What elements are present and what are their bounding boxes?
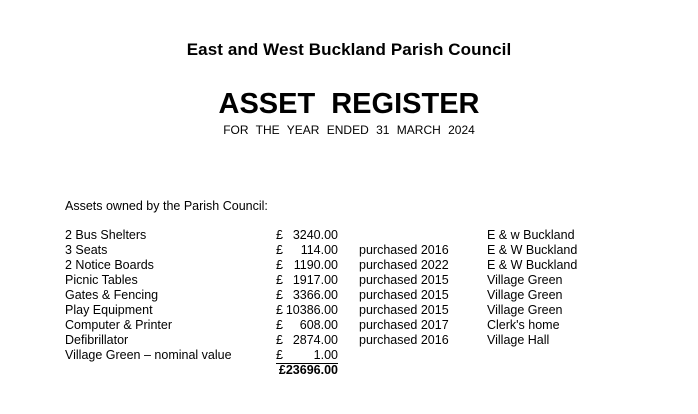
asset-note: purchased 2016 [359,243,449,257]
asset-row [65,258,605,273]
currency-symbol: £ [276,273,283,287]
asset-value: 10386.00 [285,303,338,317]
asset-row [65,333,605,348]
asset-note: purchased 2015 [359,273,449,287]
currency-symbol: £ [276,318,283,332]
asset-location: Village Hall [487,333,550,347]
currency-symbol: £ [276,243,283,257]
asset-name: 2 Notice Boards [65,258,154,272]
asset-note: purchased 2015 [359,288,449,302]
total-value: £23696.00 [278,363,338,377]
council-name: East and West Buckland Parish Council [186,40,512,59]
currency-symbol: £ [276,288,283,302]
asset-location: Clerk's home [487,318,560,332]
asset-name: Picnic Tables [65,273,138,287]
currency-symbol: £ [276,228,283,242]
asset-note: purchased 2022 [359,258,449,272]
asset-note: purchased 2016 [359,333,449,347]
intro-text: Assets owned by the Parish Council: [65,199,268,213]
asset-location: Village Green [487,303,563,317]
asset-value: 3240.00 [292,228,338,242]
asset-note: purchased 2015 [359,303,449,317]
currency-symbol: £ [276,348,283,362]
asset-location: Village Green [487,288,563,302]
asset-location: E & w Buckland [487,228,575,242]
currency-symbol: £ [276,333,283,347]
asset-row [65,273,605,288]
asset-value: 1190.00 [293,258,338,272]
total-row [65,363,605,378]
asset-location: Village Green [487,273,563,287]
asset-name: 2 Bus Shelters [65,228,147,242]
asset-row [65,243,605,258]
asset-value: 1917.00 [292,273,338,287]
asset-value: 2874.00 [292,333,338,347]
asset-row [65,318,605,333]
asset-location: E & W Buckland [487,258,578,272]
page-subtitle: FOR THE YEAR ENDED 31 MARCH 2024 [223,123,475,137]
asset-note: purchased 2017 [359,318,449,332]
asset-row [65,228,605,243]
asset-name: Gates & Fencing [65,288,159,302]
asset-value: 1.00 [313,348,338,362]
asset-row [65,348,605,363]
currency-symbol: £ [276,258,283,272]
asset-name: Village Green – nominal value [65,348,232,362]
asset-name: Computer & Printer [65,318,172,332]
asset-name: Defibrillator [65,333,129,347]
asset-value: 3366.00 [292,288,338,302]
asset-row [65,288,605,303]
asset-name: Play Equipment [65,303,153,317]
currency-symbol: £ [276,303,283,317]
page-title: ASSET REGISTER [218,88,480,120]
asset-table [65,228,605,378]
asset-row [65,303,605,318]
asset-location: E & W Buckland [487,243,578,257]
asset-name: 3 Seats [65,243,108,257]
asset-value: 608.00 [299,318,338,332]
asset-value: 114.00 [300,243,338,257]
